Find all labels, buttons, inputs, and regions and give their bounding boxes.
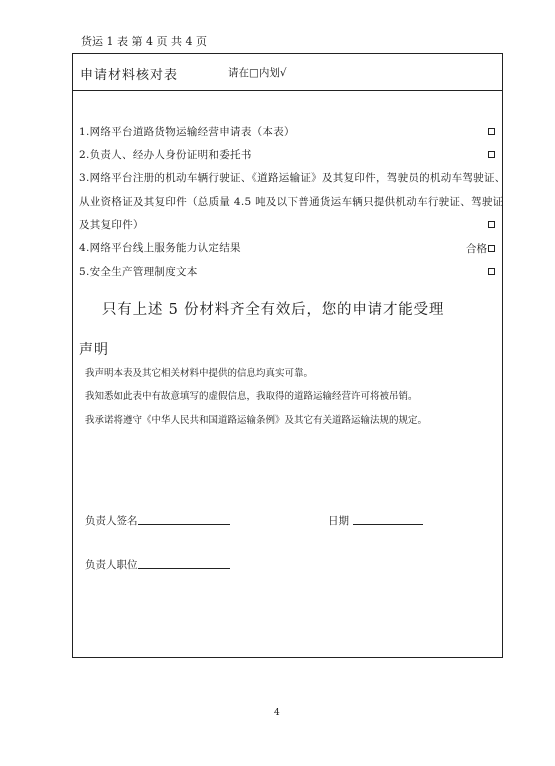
- position-line[interactable]: [138, 568, 230, 569]
- form-header: 货运 1 表 第 4 页 共 4 页: [81, 35, 207, 48]
- checkbox-item-5[interactable]: [488, 268, 495, 275]
- checkbox-item-4[interactable]: [488, 245, 495, 252]
- checkbox-item-1[interactable]: [488, 128, 495, 135]
- form-instruction: 请在□内划√: [228, 67, 287, 79]
- checklist-item-3-line-3: 及其复印件）: [79, 219, 144, 231]
- page-number: 4: [274, 708, 280, 718]
- signature-line[interactable]: [138, 524, 230, 525]
- position-label: 负责人职位: [85, 559, 138, 571]
- declaration-line-2: 我知悉如此表中有故意填写的虚假信息，我取得的道路运输经营许可将被吊销。: [85, 391, 418, 402]
- checklist-item-2: 2.负责人、经办人身份证明和委托书: [79, 149, 252, 161]
- declaration-title: 声明: [79, 342, 109, 358]
- signature-label: 负责人签名: [85, 515, 138, 527]
- checkbox-item-2[interactable]: [488, 151, 495, 158]
- date-line[interactable]: [353, 524, 423, 525]
- completeness-notice: 只有上述 5 份材料齐全有效后，您的申请才能受理: [102, 302, 445, 318]
- form-title: 申请材料核对表: [80, 68, 179, 83]
- declaration-line-3: 我承诺将遵守《中华人民共和国道路运输条例》及其它有关道路运输法规的规定。: [85, 415, 428, 426]
- checklist-item-4: 4.网络平台线上服务能力认定结果: [79, 242, 241, 254]
- checklist-item-3-line-1: 3.网络平台注册的机动车辆行驶证、《道路运输证》及其复印件，驾驶员的机动车驾驶证、: [79, 172, 506, 184]
- checkbox-item-3[interactable]: [488, 221, 495, 228]
- declaration-line-1: 我声明本表及其它相关材料中提供的信息均真实可靠。: [85, 368, 314, 379]
- date-label: 日期: [328, 515, 349, 527]
- result-label-item-4: 合格: [466, 243, 487, 255]
- checklist-item-3-line-2: 从业资格证及其复印件（总质量 4.5 吨及以下普通货运车辆只提供机动车行驶证、驾驶证: [79, 196, 504, 208]
- checklist-item-1: 1.网络平台道路货物运输经营申请表（本表）: [79, 126, 295, 138]
- checklist-item-5: 5.安全生产管理制度文本: [79, 266, 198, 278]
- title-separator: [72, 90, 503, 91]
